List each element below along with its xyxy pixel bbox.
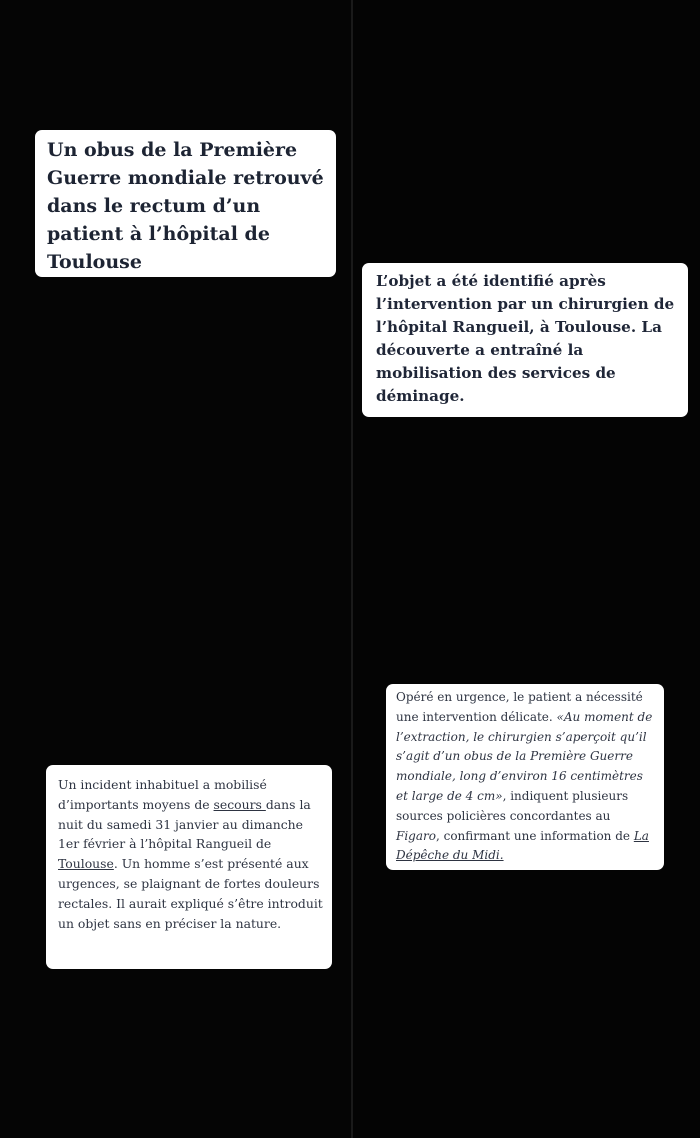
body-paragraph-end: . Un homme s’est présenté aux urgences, se plaignant de fortes douleurs rectales. Il aurait expliqué s’être introduit un objet sans en préciser la nature. <box>58 856 323 931</box>
link-la-depeche-du-midi[interactable]: La Dépêche du Midi. <box>396 828 649 863</box>
quote-paragraph-attribution: , indiquent plusieurs sources policières concordantes au <box>396 788 629 823</box>
body-card <box>46 765 332 969</box>
quote-paragraph-lead: Opéré en urgence, le patient a nécessité une intervention délicate. <box>396 690 643 724</box>
headline-card <box>35 130 336 277</box>
body-paragraph-lead: Un incident inhabituel a mobilisé d’importants moyens de <box>58 777 267 812</box>
body-paragraph-middle: dans la nuit du samedi 31 janvier au dimanche 1er février à l’hôpital Rangueil de <box>58 796 311 852</box>
right-story-panel <box>353 0 700 1138</box>
quote-paragraph-confirmation: , confirmant une information de <box>435 828 634 843</box>
intro-card <box>362 263 688 417</box>
link-secours[interactable]: secours <box>213 796 266 812</box>
quote-card <box>386 684 664 870</box>
quote-paragraph <box>396 688 656 866</box>
link-toulouse[interactable]: Toulouse <box>58 856 114 872</box>
surgeon-quote: «Au moment de l’extraction, le chirurgien s’aperçoit qu’il s’agit d’un obus de la Première Guerre mondiale, long d’environ 16 centimètres et large de 4 cm» <box>396 709 653 803</box>
article-intro: L’objet a été identifié après l’intervention par un chirurgien de l’hôpital Rangueil, à Toulouse. La découverte a entraîné la mobilisation des services de déminage. <box>376 272 675 405</box>
body-paragraph <box>58 775 324 933</box>
source-figaro: Figaro <box>396 828 436 843</box>
article-headline: Un obus de la Première Guerre mondiale retrouvé dans le rectum d’un patient à l’hôpital de Toulouse <box>47 139 324 273</box>
